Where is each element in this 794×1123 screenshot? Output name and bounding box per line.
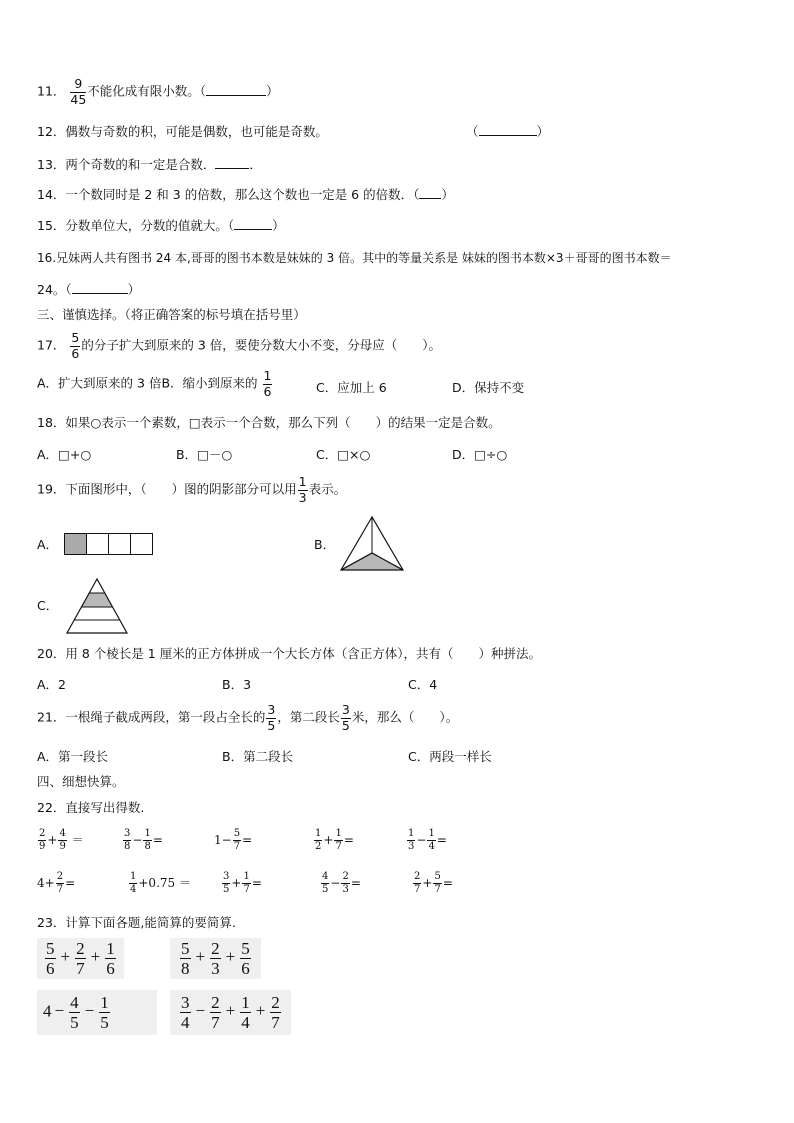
question-text: 偶数与奇数的积，可能是偶数，也可能是奇数。 [65, 124, 328, 139]
question-number: 18． [37, 415, 66, 430]
question-text: 用 8 个棱长是 1 厘米的正方体拼成一个大长方体（含正方体），共有（ ）种拼法。 [65, 646, 541, 661]
question-16 [37, 250, 672, 266]
expression: $\frac{4}{5}$ − $\frac{2}{3}$ = [322, 871, 361, 895]
option-b[interactable]: B．□－○ [176, 447, 233, 462]
figure-c-pyramid [66, 578, 128, 634]
calc-expression-3: 4 − $\frac{4}{5}$ − $\frac{1}{5}$ [37, 990, 157, 1035]
question-16-continued: 24。（ ） [37, 282, 141, 297]
answer-blank[interactable] [479, 124, 537, 136]
option-a[interactable]: A．2 [37, 677, 67, 692]
question-number: 13． [37, 157, 66, 172]
option-c[interactable]: C．应加上 6 [316, 380, 387, 395]
shaded-region [89, 579, 105, 593]
question-12 [37, 124, 328, 140]
answer-blank[interactable] [206, 84, 266, 96]
calc-expression-1: $\frac{5}{6}$ + $\frac{2}{7}$ + $\frac{1}{6}$ [37, 938, 124, 979]
fraction: $\frac{3}{5}$ [341, 702, 350, 733]
question-text: 的分子扩大到原来的 3 倍，要使分数大小不变，分母应（ ）。 [81, 337, 441, 353]
answer-paren: （ ） [466, 124, 550, 139]
option-d[interactable]: D．□÷○ [452, 447, 508, 462]
question-text: 如果○表示一个素数，□表示一个合数，那么下列（ ）的结果一定是合数。 [65, 415, 501, 430]
expression: $\frac{2}{7}$ + $\frac{5}{7}$ = [414, 871, 453, 895]
question-number: 20． [37, 646, 66, 661]
question-text: 一根绳子截成两段，第一段占全长的 [65, 709, 266, 725]
answer-blank[interactable] [234, 218, 272, 230]
option-a[interactable]: A．第一段长 [37, 749, 109, 764]
option-b[interactable]: B．第二段长 [222, 749, 294, 764]
fraction: $\frac{1}{3}$ [298, 474, 307, 505]
expression: 4+ $\frac{2}{7}$ = [37, 871, 76, 895]
expression: $\frac{1}{3}$ − $\frac{1}{4}$ = [408, 828, 447, 852]
shaded-cell [65, 534, 87, 555]
option-c[interactable]: C．4 [408, 677, 438, 692]
question-text: 不能化成有限小数。（ [87, 83, 207, 99]
section-heading: 三、谨慎选择。（将正确答案的标号填在括号里） [37, 307, 306, 322]
question-17 [37, 332, 441, 360]
question-22-title: 22．直接写出得数. [37, 800, 145, 815]
option-c[interactable]: C． [37, 598, 59, 613]
question-11: 11． $\frac{9}{45}$ 不能化成有限小数。（ ） [37, 76, 279, 107]
question-number: 19． [37, 481, 66, 497]
question-number: 21． [37, 709, 66, 725]
calc-expression-4: $\frac{3}{4}$ − $\frac{2}{7}$ + $\frac{1}{4}$ + $\frac{2}{7}$ [170, 990, 291, 1035]
expression: $\frac{1}{2}$ + $\frac{1}{7}$ = [315, 828, 354, 852]
shaded-region [341, 553, 403, 570]
question-19: 19．下面图形中，（ ）图的阴影部分可以用 $\frac{1}{3}$ 表示。 [37, 474, 347, 505]
expression: $\frac{1}{4}$ +0.75 ＝ [130, 871, 191, 895]
expression: $\frac{2}{9}$ + $\frac{4}{9}$ ＝ [39, 828, 84, 852]
option-b[interactable]: B．3 [222, 677, 252, 692]
question-15: 15．分数单位大，分数的值就大。（ ） [37, 218, 285, 233]
expression: $\frac{3}{5}$ + $\frac{1}{7}$ = [223, 871, 262, 895]
question-13: 13．两个奇数的和一定是合数． ． [37, 157, 262, 172]
answer-blank[interactable] [215, 157, 249, 169]
option-a[interactable]: A． [37, 537, 59, 552]
figure-a-bar [64, 533, 154, 555]
question-14: 14．一个数同时是 2 和 3 的倍数，那么这个数也一定是 6 的倍数．（ ） [37, 187, 454, 202]
question-text: 下面图形中，（ ）图的阴影部分可以用 [65, 481, 297, 497]
fraction: $\frac{1}{6}$ [263, 368, 272, 399]
question-number: 17． [37, 337, 66, 353]
option-d[interactable]: D．保持不变 [452, 380, 525, 395]
question-18 [37, 415, 501, 431]
question-number: 15． [37, 218, 66, 233]
option-a[interactable]: A．扩大到原来的 3 倍B．缩小到原来的 [37, 375, 258, 391]
option-a[interactable]: A．□+○ [37, 447, 92, 462]
question-text: 两个奇数的和一定是合数． [65, 157, 216, 172]
question-23-title: 23．计算下面各题,能简算的要简算. [37, 915, 236, 930]
figure-b-triangle [340, 516, 404, 572]
answer-blank[interactable] [419, 187, 441, 199]
question-17-options [37, 370, 273, 398]
section-heading: 四、细想快算。 [37, 774, 125, 789]
answer-blank[interactable] [72, 282, 128, 294]
question-text: 分数单位大，分数的值就大。（ [65, 218, 235, 233]
question-text: 16.兄妹两人共有图书 24 本,哥哥的图书本数是妹妹的 3 倍。其中的等量关系是 妹妹的图书本数×3＋哥哥的图书本数＝ [37, 251, 672, 265]
question-number: 14． [37, 187, 66, 202]
question-20 [37, 646, 541, 662]
option-c[interactable]: C．两段一样长 [408, 749, 492, 764]
calc-expression-2: $\frac{5}{8}$ + $\frac{2}{3}$ + $\frac{5}{6}$ [170, 938, 261, 979]
expression: 1− $\frac{5}{7}$ = [214, 828, 253, 852]
question-number: 12． [37, 124, 66, 139]
expression: $\frac{3}{8}$ − $\frac{1}{8}$ = [124, 828, 163, 852]
option-c[interactable]: C．□×○ [316, 447, 371, 462]
fraction: $\frac{9}{45}$ [70, 76, 87, 107]
fraction: $\frac{3}{5}$ [267, 702, 276, 733]
fraction: $\frac{5}{6}$ [71, 330, 80, 361]
question-21: 21．一根绳子截成两段，第一段占全长的 $\frac{3}{5}$ ，第二段长 $\frac{3}{5}$ 米，那么（ ）。 [37, 702, 459, 733]
question-number: 11． [37, 83, 66, 99]
question-text: 一个数同时是 2 和 3 的倍数，那么这个数也一定是 6 的倍数．（ [65, 187, 420, 202]
option-b[interactable]: B． [314, 537, 336, 552]
